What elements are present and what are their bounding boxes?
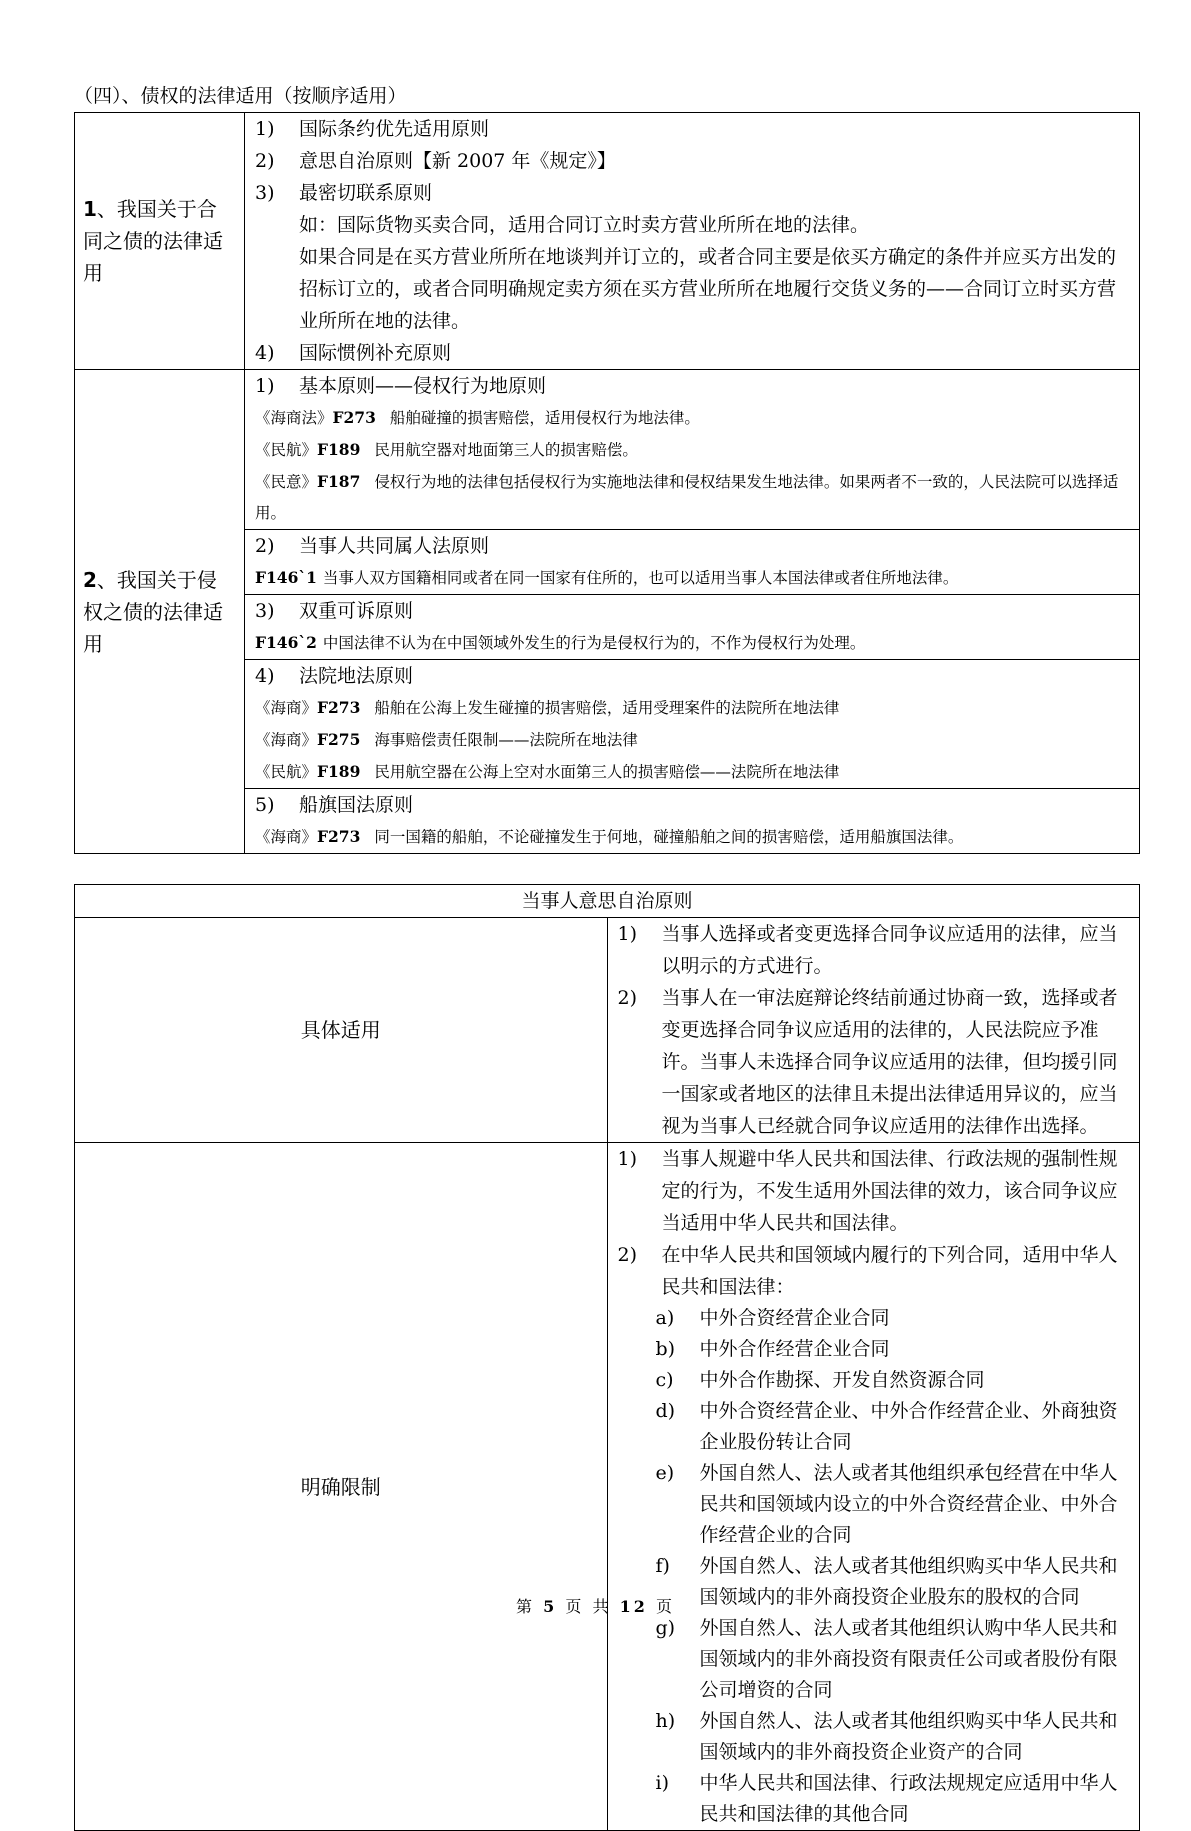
list-item xyxy=(255,337,1129,369)
sub-item-text: 中外合作经营企业合同 xyxy=(699,1338,890,1360)
note-text: 同一国籍的船舶，不论碰撞发生于何地，碰撞船舶之间的损害赔偿，适用船旗国法律。 xyxy=(374,828,964,846)
item-text: 船旗国法原则 xyxy=(299,794,414,816)
sub-item xyxy=(618,1303,1130,1334)
sub-item-text: 中外合作勘探、开发自然资源合同 xyxy=(699,1369,985,1391)
item-text: 当事人共同属人法原则 xyxy=(299,535,490,557)
tort-section xyxy=(245,789,1140,854)
sub-item-letter: f) xyxy=(655,1555,670,1577)
law-note xyxy=(255,434,1129,466)
tort-section xyxy=(245,660,1140,789)
item-number: 1) xyxy=(617,923,638,945)
law-note xyxy=(255,627,1129,659)
table-title: 当事人意思自治原则 xyxy=(75,885,1140,918)
note-text: 海事赔偿责任限制——法院所在地法律 xyxy=(374,731,638,749)
sub-item-letter: b) xyxy=(655,1338,676,1360)
section-heading: （四）、债权的法律适用（按顺序适用） xyxy=(74,85,407,107)
list-item xyxy=(255,177,1129,209)
law-note xyxy=(255,466,1129,529)
note-cite: 《民意》 xyxy=(255,473,318,491)
sub-item-letter: a) xyxy=(655,1307,675,1329)
item-number: 2) xyxy=(255,150,275,172)
sub-item-text: 中外合资经营企业、中外合作经营企业、外商独资企业股份转让合同 xyxy=(699,1400,1118,1453)
item-text: 意思自治原则【新 2007 年《规定》】 xyxy=(299,150,616,172)
spacer xyxy=(74,854,1140,884)
sub-item-letter: i) xyxy=(655,1772,669,1794)
page-number: 5 xyxy=(543,1597,558,1616)
law-note xyxy=(255,692,1129,724)
application-row xyxy=(75,918,1140,1143)
note-text: 当事人双方国籍相同或者在同一国家有住所的，也可以适用当事人本国法律或者住所地法律。 xyxy=(322,569,959,587)
tort-section xyxy=(245,530,1140,595)
sub-item-letter: e) xyxy=(655,1462,675,1484)
sub-item xyxy=(618,1365,1130,1396)
note-cite: 《海商》 xyxy=(255,699,318,717)
document-page xyxy=(74,82,1140,1831)
note-code: F273 xyxy=(332,408,376,427)
sub-item-text: 中华人民共和国法律、行政法规规定应适用中华人民共和国法律的其他合同 xyxy=(699,1772,1118,1825)
sub-item-letter: c) xyxy=(655,1369,674,1391)
tort-section xyxy=(245,370,1140,530)
row-label-text: 、我国关于合同之债的法律适用 xyxy=(83,197,223,285)
sub-item-text: 外国自然人、法人或者其他组织认购中华人民共和国领域内的非外商投资有限责任公司或者股份有限公司增资的合同 xyxy=(699,1617,1118,1701)
restriction-content xyxy=(607,1143,1140,1831)
item-number: 5) xyxy=(255,794,275,816)
item-text: 国际惯例补充原则 xyxy=(299,342,452,364)
list-item xyxy=(618,1239,1130,1303)
tort-section xyxy=(245,595,1140,660)
section-head xyxy=(255,530,1129,562)
sub-item xyxy=(618,1458,1130,1551)
table-title-row xyxy=(75,885,1140,918)
sub-item-text: 外国自然人、法人或者其他组织购买中华人民共和国领域内的非外商投资企业股东的股权的合同 xyxy=(699,1555,1118,1608)
sub-item-text: 外国自然人、法人或者其他组织承包经营在中华人民共和国领域内设立的中外合资经营企业、中外合作经营企业的合同 xyxy=(699,1462,1118,1546)
item-number: 4) xyxy=(255,342,275,364)
contract-row-content xyxy=(245,113,1140,370)
sub-item xyxy=(618,1613,1130,1706)
note-code: F273 xyxy=(317,698,361,717)
note-code: F146`1 xyxy=(255,568,317,587)
note-text: 船舶在公海上发生碰撞的损害赔偿，适用受理案件的法院所在地法律 xyxy=(374,699,840,717)
list-item xyxy=(618,918,1130,982)
note-text: 民用航空器对地面第三人的损害赔偿。 xyxy=(374,441,638,459)
list-item xyxy=(255,145,1129,177)
item-text: 当事人规避中华人民共和国法律、行政法规的强制性规定的行为，不发生适用外国法律的效力，该合同争议应当适用中华人民共和国法律。 xyxy=(661,1148,1118,1234)
section-head xyxy=(255,660,1129,692)
law-note xyxy=(255,562,1129,594)
list-item xyxy=(255,113,1129,145)
application-content xyxy=(607,918,1140,1143)
restriction-row xyxy=(75,1143,1140,1831)
law-note xyxy=(255,821,1129,853)
item-number: 1) xyxy=(255,118,275,140)
item-text: 最密切联系原则 xyxy=(299,182,433,204)
item-text: 法院地法原则 xyxy=(299,665,414,687)
note-code: F275 xyxy=(317,730,361,749)
note-cite: 《海商》 xyxy=(255,828,318,846)
note-text: 民用航空器在公海上空对水面第三人的损害赔偿——法院所在地法律 xyxy=(374,763,840,781)
item-number: 3) xyxy=(255,600,275,622)
autonomy-table xyxy=(74,884,1140,1831)
restriction-label: 明确限制 xyxy=(75,1143,608,1831)
law-note xyxy=(255,402,1129,434)
item-text: 国际条约优先适用原则 xyxy=(299,118,490,140)
contract-row xyxy=(75,113,1140,370)
item-text: 当事人在一审法庭辩论终结前通过协商一致，选择或者变更选择合同争议应适用的法律的，人民法院应予准许。当事人未选择合同争议应适用的法律，但均援引同一国家或者地区的法律且未提出法律适用异议的，应当视为当事人已经就合同争议应适用的法律作出选择。 xyxy=(661,987,1118,1137)
section-head xyxy=(255,789,1129,821)
item-number: 2) xyxy=(617,987,638,1009)
item-number: 2) xyxy=(617,1244,638,1266)
section-head xyxy=(255,595,1129,627)
creditor-law-table xyxy=(74,112,1140,854)
tort-row xyxy=(75,370,1140,530)
row-label-text: 、我国关于侵权之债的法律适用 xyxy=(83,567,223,656)
page-footer xyxy=(0,1594,1191,1617)
item-text: 在中华人民共和国领域内履行的下列合同，适用中华人民共和国法律： xyxy=(661,1244,1118,1298)
law-note xyxy=(255,724,1129,756)
section-head xyxy=(255,370,1129,402)
example-text: 如果合同是在买方营业所所在地谈判并订立的，或者合同主要是依买方确定的条件并应买方出发的招标订立的，或者合同明确规定卖方须在买方营业所所在地履行交货义务的——合同订立时买方营业所所在地的法律。 xyxy=(299,246,1117,332)
list-item xyxy=(618,1143,1130,1239)
item-number: 1) xyxy=(255,375,275,397)
sub-item xyxy=(618,1768,1130,1830)
sub-item-letter: h) xyxy=(655,1710,676,1732)
item-text: 当事人选择或者变更选择合同争议应适用的法律，应当以明示的方式进行。 xyxy=(661,923,1118,977)
list-item xyxy=(618,982,1130,1142)
application-label: 具体适用 xyxy=(75,918,608,1143)
footer-text: 页 xyxy=(655,1597,675,1616)
tort-row-label xyxy=(75,370,245,854)
footer-text: 第 xyxy=(516,1597,536,1616)
footer-text: 页 共 xyxy=(565,1597,612,1616)
row-number: 1 xyxy=(83,197,97,221)
item-number: 3) xyxy=(255,182,275,204)
note-cite: 《海商法》 xyxy=(255,409,333,427)
note-text: 中国法律不认为在中国领域外发生的行为是侵权行为的，不作为侵权行为处理。 xyxy=(322,634,866,652)
sub-item-letter: d) xyxy=(655,1400,676,1422)
item-text: 双重可诉原则 xyxy=(299,600,414,622)
sub-item-text: 外国自然人、法人或者其他组织购买中华人民共和国领域内的非外商投资企业资产的合同 xyxy=(699,1710,1118,1763)
sub-item-letter: g) xyxy=(655,1617,676,1639)
sub-item xyxy=(618,1706,1130,1768)
sub-item xyxy=(618,1396,1130,1458)
note-text: 船舶碰撞的损害赔偿，适用侵权行为地法律。 xyxy=(389,409,700,427)
note-code: F189 xyxy=(317,762,361,781)
note-cite: 《民航》 xyxy=(255,441,318,459)
total-pages: 12 xyxy=(619,1597,648,1616)
item-number: 4) xyxy=(255,665,275,687)
note-cite: 《海商》 xyxy=(255,731,318,749)
example-text: 如：国际货物买卖合同，适用合同订立时卖方营业所所在地的法律。 xyxy=(299,214,870,236)
item-number: 2) xyxy=(255,535,275,557)
sub-item xyxy=(618,1334,1130,1365)
row-number: 2 xyxy=(83,567,97,592)
note-text: 侵权行为地的法律包括侵权行为实施地法律和侵权结果发生地法律。如果两者不一致的，人民法院可以选择适用。 xyxy=(255,473,1119,522)
note-cite: 《民航》 xyxy=(255,763,318,781)
note-code: F189 xyxy=(317,440,361,459)
sub-item-text: 中外合资经营企业合同 xyxy=(699,1307,890,1329)
item-text: 基本原则——侵权行为地原则 xyxy=(299,375,547,397)
note-code: F187 xyxy=(317,472,361,491)
item-number: 1) xyxy=(617,1148,638,1170)
note-code: F273 xyxy=(317,827,361,846)
contract-row-label xyxy=(75,113,245,370)
law-note xyxy=(255,756,1129,788)
note-code: F146`2 xyxy=(255,633,317,652)
